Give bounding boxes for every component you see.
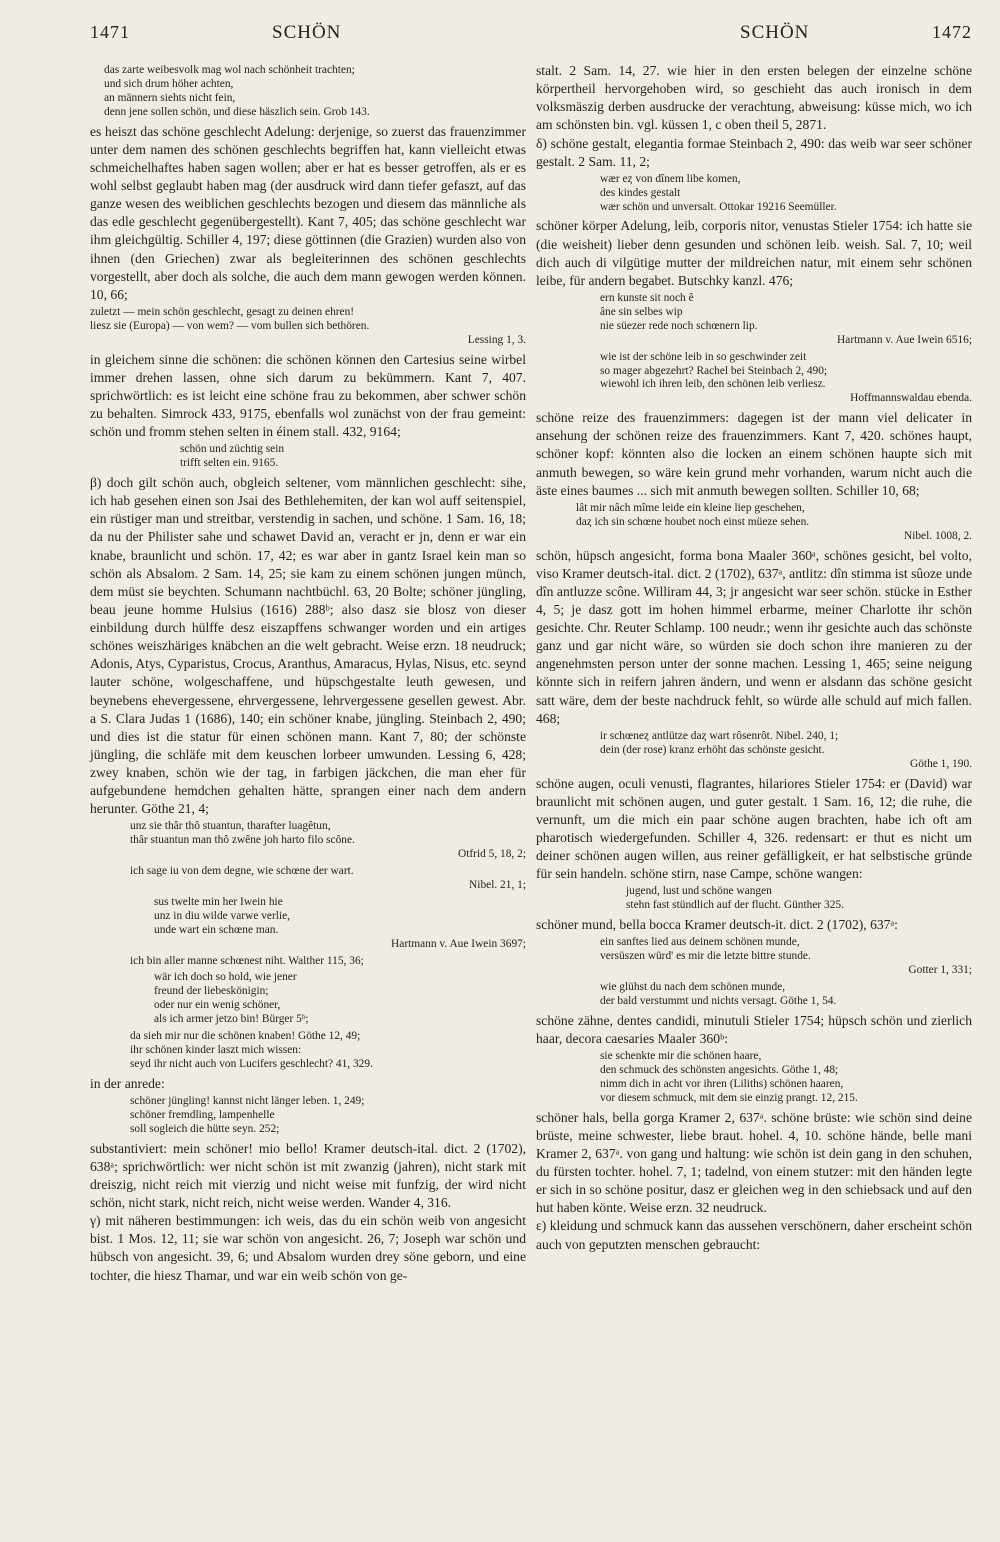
entry-paragraph: substantiviert: mein schöner! mio bello! Kramer deutsch-ital. dict. 2 (1702), 638ᵃ; sprichwörtlich: wer nicht schön ist mit zwanzig (jahren), nicht stark mit dreiszig, nicht reich mit vierzig und nicht weise mit funfzig, der wird nicht schön, nicht stark, nicht reich, nicht weise werden. Wander 4, 316. bbox=[90, 1140, 526, 1211]
entry-paragraph: schöne zähne, dentes candidi, minutuli Stieler 1754; hüpsch schön und zierlich haar, decora caesaries Maaler 360ᵇ: bbox=[536, 1012, 972, 1046]
verse-line: daȥ ich sin schœne houbet noch einst müeze sehen. bbox=[576, 515, 810, 528]
verse-line: denn jene sollen schön, und diese häszlich sein. Grob 143. bbox=[104, 105, 370, 118]
left-column bbox=[90, 62, 526, 1285]
quotation-source: Nibel. 1008, 2. bbox=[903, 529, 972, 542]
verse-line: ir schœneȥ antlütze daȥ wart rôsenrôt. Nibel. 240, 1; bbox=[600, 729, 839, 742]
verse-quotation bbox=[90, 443, 526, 471]
verse-line: vor diesem schmuck, mit dem sie einzig prangt. 12, 215. bbox=[600, 1091, 858, 1104]
verse-line: seyd ihr nicht auch von Lucifers geschlecht? 41, 329. bbox=[130, 1057, 373, 1070]
verse-line: unz sie thâr thô stuantun, tharafter luagêtun, bbox=[130, 820, 331, 833]
quotation-source: Göthe 1, 190. bbox=[909, 757, 972, 770]
verse-line: ich sage iu von dem degne, wie schœne der wart. bbox=[130, 865, 354, 878]
verse-line: als ich armer jetzo bin! Bürger 5ᵇ; bbox=[154, 1013, 309, 1026]
quotation-source: Nibel. 21, 1; bbox=[469, 879, 526, 892]
verse-line: âne sin selbes wip bbox=[600, 305, 683, 318]
entry-paragraph: δ) schöne gestalt, elegantia formae Steinbach 2, 490: das weib war seer schöner gestalt. 2 Sam. 11, 2; bbox=[536, 135, 972, 169]
verse-quotation bbox=[536, 981, 972, 1009]
verse-quotation bbox=[90, 1030, 526, 1072]
verse-line: wär ich doch so hold, wie jener bbox=[154, 971, 297, 984]
verse-line: wær schön und unversalt. Ottokar 19216 Seemüller. bbox=[600, 200, 837, 213]
quotation-source: Hoffmannswaldau ebenda. bbox=[850, 392, 972, 405]
verse-line: versüszen würd' es mir die letzte bittre stunde. bbox=[600, 950, 811, 963]
verse-line: soll sogleich die hütte seyn. 252; bbox=[130, 1122, 280, 1135]
verse-line: ihr schönen kinder laszt mich wissen: bbox=[130, 1044, 302, 1056]
verse-line: oder nur ein wenig schöner, bbox=[154, 999, 281, 1012]
right-column bbox=[536, 62, 972, 1254]
verse-line: wie glühst du nach dem schönen munde, bbox=[600, 980, 786, 993]
verse-quotation bbox=[536, 936, 972, 978]
verse-quotation bbox=[90, 820, 526, 862]
verse-line: zuletzt — mein schön geschlecht, gesagt zu deinen ehren! bbox=[90, 305, 355, 318]
quotation-source: Hartmann v. Aue Iwein 6516; bbox=[837, 333, 972, 346]
verse-line: nie süezer rede noch schœnern lip. bbox=[600, 319, 758, 332]
verse-line: ein sanftes lied aus deinem schönen munde, bbox=[600, 936, 800, 949]
verse-quotation bbox=[90, 955, 526, 969]
verse-line: sus twelte min her Iwein hie bbox=[154, 895, 283, 908]
verse-line: wie ist der schöne leib in so geschwinder zeit bbox=[600, 350, 807, 363]
right-headword: SCHÖN bbox=[740, 22, 810, 43]
verse-quotation bbox=[536, 173, 972, 215]
quotation-source: Hartmann v. Aue Iwein 3697; bbox=[391, 937, 526, 950]
verse-line: an männern siehts nicht fein, bbox=[104, 91, 236, 104]
right-page-number: 1472 bbox=[932, 22, 972, 42]
entry-paragraph: stalt. 2 Sam. 14, 27. wie hier in den ersten belegen der einzelne schöne körpertheil hervorgehoben wird, so geschieht das auch ironisch in dem volksmäszig derben ausdrucke der verachtung, abweisung: küsse mich, wo ich am schönsten bin. vgl. küssen 1, c oben theil 5, 2871. bbox=[536, 63, 972, 133]
quotation-source: Gotter 1, 331; bbox=[908, 964, 972, 977]
verse-line: ern kunste sit noch ê bbox=[600, 291, 694, 304]
verse-line: wiewohl ich ihren leib, den schönen leib verliesz. bbox=[600, 378, 826, 391]
quotation-source: Otfrid 5, 18, 2; bbox=[457, 848, 526, 861]
verse-quotation bbox=[90, 896, 526, 952]
entry-paragraph: ε) kleidung und schmuck kann das aussehen verschönern, daher erscheint schön auch von geputzten menschen gebraucht: bbox=[536, 1218, 972, 1252]
entry-paragraph: schöner hals, bella gorga Kramer 2, 637ᵃ. schöne brüste: wie schön sind deine brüste, meine schwester, liebe braut. hohel. 4, 10. schöne hände, belle mani Kramer 2, 637ᵃ. von gang und haltung: wie schön ist dein gang in den schuhen, du fürsten tochter. hohel. 7, 1; tadelnd, von einem stutzer: mit den händen legte er sich in so schöne positur, dasz er gleichen weg in den schiebsack und auf den hut haben könte. Weise erzn. 32 neudruck. bbox=[536, 1109, 972, 1216]
verse-line: so mager abgezehrt? Rachel bei Steinbach 2, 490; bbox=[600, 364, 828, 377]
verse-line: unz in diu wilde varwe verlie, bbox=[154, 909, 291, 922]
verse-line: stehn fast stündlich auf der flucht. Günther 325. bbox=[626, 899, 844, 912]
verse-line: trifft selten ein. 9165. bbox=[180, 457, 279, 470]
entry-paragraph: schöner körper Adelung, leib, corporis nitor, venustas Stieler 1754: ich hatte sie (die weisheit) lieber denn gesunden und schönen leib. weish. Sal. 7, 10; weil dich auch di vilgütige mutter der mildreichen natur, mit einem sehr schönen leibe, für andern begabet. Butschky kanzl. 476; bbox=[536, 218, 972, 288]
verse-line: jugend, lust und schöne wangen bbox=[626, 885, 772, 898]
entry-paragraph: schöne reize des frauenzimmers: dagegen ist der mann viel delicater in ansehung der schönen reize des frauenzimmers. Kant 7, 420. schönes haupt, schöner kopf: könnten also die locken an einem schönen haupte sich mit anmuth bewegen, so wäre kein grund mehr vorhanden, warum nicht auch die äste eines baumes ... sich mit anmuth bewegen sollten. Schiller 10, 68; bbox=[536, 410, 972, 498]
verse-line: liesz sie (Europa) — von wem? — vom bullen sich bethören. bbox=[90, 319, 370, 332]
verse-line: den schmuck des schönsten angesichts. Göthe 1, 48; bbox=[600, 1063, 839, 1076]
entry-paragraph: schöner mund, bella bocca Kramer deutsch-it. dict. 2 (1702), 637ᵃ: bbox=[536, 917, 898, 933]
verse-line: und sich drum höher achten, bbox=[104, 77, 234, 90]
verse-quotation bbox=[90, 1095, 526, 1137]
verse-quotation bbox=[90, 306, 526, 348]
verse-line: sie schenkte mir die schönen haare, bbox=[600, 1050, 762, 1062]
verse-quotation bbox=[536, 502, 972, 544]
quotation-source: Lessing 1, 3. bbox=[467, 333, 526, 346]
verse-line: schöner fremdling, lampenhelle bbox=[130, 1108, 275, 1121]
verse-quotation bbox=[536, 351, 972, 407]
verse-line: der bald verstummt und nichts versagt. Göthe 1, 54. bbox=[600, 994, 837, 1007]
entry-paragraph: es heiszt das schöne geschlecht Adelung: derjenige, so zuerst das frauenzimmer unter dem namen des schönen geschlechts begriffen hat, kann vielleicht etwas schmeichelhaftes haben sagen wollen; aber er hat es besser getroffen, als er es wohl selbst geglaubt haben mag (der ausdruck wird dann tiefer gefaszt, auf das ganze wesen des weiblichen geschlechts bezogen und diesem das männliche als das edle geschlecht gegenübergestellt). Kant 7, 405; das schöne geschlecht war ihm gleichgültig. Schiller 4, 197; diese göttinnen (die Grazien) wurden also von ihnen (den Griechen) zwar als begleiterinnen des schönen geschlechts vorgestellt, aber doch als solche, die auch dem mann gewogen werden können. 10, 66; bbox=[90, 123, 526, 302]
verse-quotation bbox=[536, 1050, 972, 1106]
verse-quotation bbox=[90, 971, 526, 1027]
verse-quotation bbox=[536, 730, 972, 772]
entry-paragraph: β) doch gilt schön auch, obgleich seltener, vom männlichen geschlecht: sihe, ich hab gesehen einen son Jsai des Bethlehemiten, der kan wol auff seitenspiel, ein rüstiger man und streitbar, verstendig in sachen, und schöne. 1 Sam. 16, 18; da nu der Philister sahe und schawet David an, veracht er jn, denn er war ein knabe, braunlicht und schön. 17, 42; es war aber in gantz Israel kein man so schön als Absalom. 2 Sam. 14, 25; sie kam zu einem schönen jungen münch, dem müst sie beychten. Schumann nachtbüchl. 63, 20 Bolte; schöner jüngling, beau jeune homme Hulsius (1616) 288ᵇ; also dasz sie blosz von dieser einbildung durch hülffe desz eiszapffens schwanger worden und ein artiges schönes weiszhäriges knäbchen an die welt gebracht. Weise erzn. 18 neudruck; Adonis, Atys, Cyparistus, Crocus, Aranthus, Amaracus, Hylas, Nisus, etc. seynd lauter schöne, wolgeschaffene, und hüpschgestalte leuth gewesen, und beynebens ehevergessene, ehrvergessene, lehrvergessene gesellen gewest. Abr. a S. Clara Judas 1 (1686), 140; ein schöner knabe, jüngling. Steinbach 2, 490; und dies ist die statur für einen schönen mann. Kant 7, 80; der schönste jüngling, die schläfe mit dem keuschen lorbeer umwunden. Lessing 6, 428; zwey knaben, schön wie der tag, in farbigen jäckchen, die man eher für aufgebundene hemdchen gehalten hätte, sprangen einer nach dem andern herunter. Göthe 21, 4; bbox=[90, 475, 526, 817]
verse-line: schön und züchtig sein bbox=[180, 443, 285, 456]
entry-paragraph: schöne augen, oculi venusti, flagrantes, hilariores Stieler 1754: er (David) war braunlicht mit schönen augen, und guter gestalt. 1 Sam. 16, 12; die ruhe, die vernunft, um die mich ein paar schöne augen brachten, habe ich oft am pharotisch wiedergefunden. Schiller 4, 326. redensart: er thut es nicht um deiner schönen augen willen, aus reiner gefälligkeit, er hat selbstische gründe für sein handeln. schöne stirn, nase Campe, schöne wangen: bbox=[536, 775, 972, 882]
verse-line: des kindes gestalt bbox=[600, 186, 681, 199]
verse-line: wær eȥ von dînem libe komen, bbox=[600, 172, 741, 185]
verse-line: da sieh mir nur die schönen knaben! Göthe 12, 49; bbox=[130, 1030, 361, 1043]
verse-quotation bbox=[90, 865, 526, 893]
verse-line: dein (der rose) kranz erhöht das schönste gesicht. bbox=[600, 743, 825, 756]
left-headword: SCHÖN bbox=[272, 22, 342, 43]
verse-quotation bbox=[90, 64, 526, 120]
verse-line: thâr stuantun man thô zwêne joh harto filo scône. bbox=[130, 834, 355, 847]
verse-line: ich bin aller manne schœnest niht. Walther 115, 36; bbox=[130, 954, 364, 967]
entry-paragraph: in gleichem sinne die schönen: die schönen können den Cartesius seine wirbel immer drehen lassen, ohne sich darum zu bekümmern. Kant 7, 407. sprichwörtlich: es ist leicht eine schöne frau zu bekommen, aber schwer schön zu behalten. Simrock 433, 9175, ebenfalls wol zunächst von der frau gemeint: schön und fromm stehen selten in éinem stall. 432, 9164; bbox=[90, 351, 526, 440]
verse-quotation bbox=[536, 885, 972, 913]
verse-quotation bbox=[536, 292, 972, 348]
entry-paragraph: in der anrede: bbox=[90, 1075, 165, 1091]
verse-line: freund der liebeskönigin; bbox=[154, 985, 269, 998]
verse-line: das zarte weibesvolk mag wol nach schönheit trachten; bbox=[104, 64, 355, 76]
entry-paragraph: schön, hüpsch angesicht, forma bona Maaler 360ᵃ, schönes gesicht, bel volto, viso Kramer deutsch-ital. dict. 2 (1702), 637ᵃ, antlitz: dîn stimma ist sûoze unde dîn antluzze scône. Williram 44, 3; jr angesicht war seer schön. stücke in Esther 4, 5; je dasz gott im hohen himmel erbarme, meiner Charlotte ihr schön gesichte. Chr. Reuter Schlamp. 100 neudr.; wenn ihr gesichte auch das schönste ganz und gar nicht wäre, so würden sie doch schon ihre manieren zu der angenehmsten person unter der sonne machen. Lessing 1, 465; seine neigung könnte sich in reifern jahren ändern, und wenn er alsdann das schöne gesicht satt wäre, dem der beste nachdruck fehlt, so würde alle schuld auf mich fallen. 468; bbox=[536, 547, 972, 726]
verse-line: lât mir nâch mîme leide ein kleine liep geschehen, bbox=[576, 501, 805, 514]
left-page-number: 1471 bbox=[90, 22, 130, 42]
verse-line: nimm dich in acht vor ihren (Liliths) schönen haaren, bbox=[600, 1077, 844, 1090]
verse-line: unde wart ein schœne man. bbox=[154, 923, 279, 936]
verse-line: schöner jüngling! kannst nicht länger leben. 1, 249; bbox=[130, 1094, 365, 1107]
entry-paragraph: γ) mit näheren bestimmungen: ich weis, das du ein schön weib von angesicht bist. 1 Mos. 12, 11; sie war schön von angesicht. 26, 7; Joseph war schön und hübsch von angesicht. 39, 6; und Absalom wurden drey söne geborn, und eine tochter, die hiesz Thamar, und war ein weib schön von ge- bbox=[90, 1213, 526, 1283]
